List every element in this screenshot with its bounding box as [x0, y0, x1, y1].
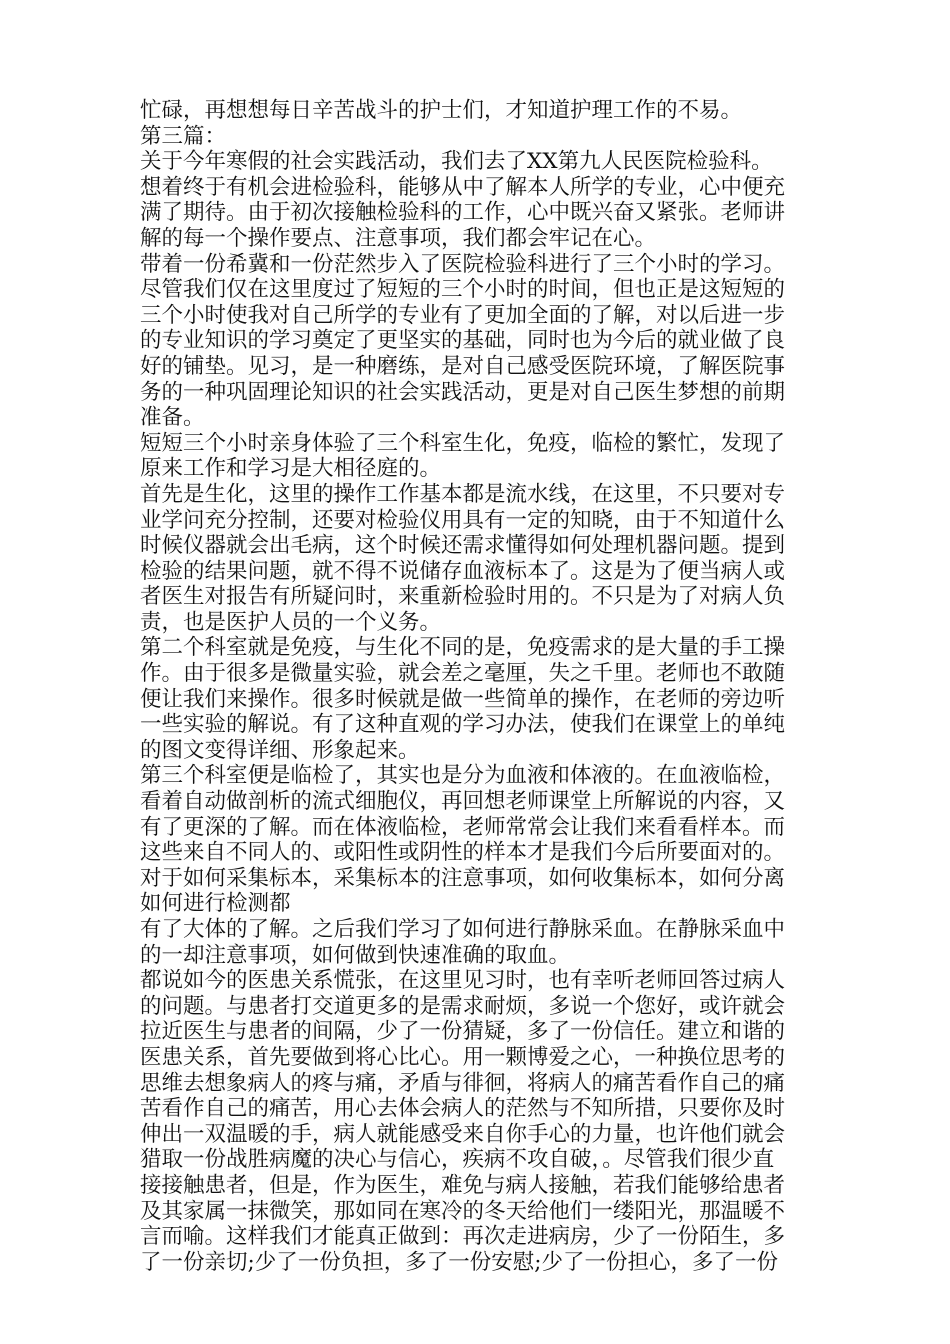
text-line: 好的铺垫。见习，是一种磨练，是对自己感受医院环境，了解医院事	[140, 353, 786, 379]
text-line: 如何进行检测都	[140, 891, 291, 917]
text-line: 短短三个小时亲身体验了三个科室生化，免疫，临检的繁忙，发现了	[140, 430, 786, 456]
text-line: 带着一份希冀和一份茫然步入了医院检验科进行了三个小时的学习。	[140, 251, 786, 277]
text-line: 首先是生化，这里的操作工作基本都是流水线，在这里，不只要对专	[140, 481, 786, 507]
text-line: 关于今年寒假的社会实践活动，我们去了XX第九人民医院检验科。	[140, 149, 773, 175]
text-line: 思维去想象病人的疼与痛，矛盾与徘徊，将病人的痛苦看作自己的痛	[140, 1070, 786, 1096]
text-line: 了一份亲切;少了一份负担，多了一份安慰;少了一份担心，多了一份	[140, 1249, 778, 1275]
text-line: 第三个科室便是临检了，其实也是分为血液和体液的。在血液临检，	[140, 763, 786, 789]
text-line: 检验的结果问题，就不得不说储存血液标本了。这是为了便当病人或	[140, 558, 786, 584]
text-line: 伸出一双温暖的手，病人就能感受来自你手心的力量，也许他们就会	[140, 1121, 786, 1147]
text-line: 对于如何采集标本，采集标本的注意事项，如何收集标本，如何分离	[140, 865, 786, 891]
text-line: 忙碌，再想想每日辛苦战斗的护士们，才知道护理工作的不易。	[140, 98, 743, 123]
text-line: 想着终于有机会进检验科，能够从中了解本人所学的专业，心中便充	[140, 174, 786, 200]
text-line: 责，也是医护人员的一个义务。	[140, 609, 442, 635]
text-line: 第二个科室就是免疫，与生化不同的是，免疫需求的是大量的手工操	[140, 635, 786, 661]
text-line: 三个小时使我对自己所学的专业有了更加全面的了解，对以后进一步	[140, 302, 786, 328]
text-line: 苦看作自己的痛苦，用心去体会病人的茫然与不知所措，只要你及时	[140, 1096, 786, 1122]
text-line: 言而喻。这样我们才能真正做到：再次走进病房，少了一份陌生，多	[140, 1224, 786, 1250]
text-line: 的图文变得详细、形象起来。	[140, 737, 420, 763]
text-line: 尽管我们仅在这里度过了短短的三个小时的时间，但也正是这短短的	[140, 277, 786, 303]
text-line: 拉近医生与患者的间隔，少了一份猜疑，多了一份信任。建立和谐的	[140, 1019, 786, 1045]
text-line: 解的每一个操作要点、注意事项，我们都会牢记在心。	[140, 225, 657, 251]
text-line: 猎取一份战胜病魔的决心与信心，疾病不攻自破，。尽管我们很少直	[140, 1147, 775, 1173]
text-line: 的问题。与患者打交道更多的是需求耐烦，多说一个您好，或许就会	[140, 993, 786, 1019]
document-body	[140, 98, 820, 1275]
text-line: 看着自动做剖析的流式细胞仪，再回想老师课堂上所解说的内容，又	[140, 789, 786, 815]
text-line: 者医生对报告有所疑问时，来重新检验时用的。不只是为了对病人负	[140, 584, 786, 610]
text-line: 第三篇：	[140, 123, 227, 149]
text-line: 满了期待。由于初次接触检验科的工作，心中既兴奋又紧张。老师讲	[140, 200, 786, 226]
text-line: 业学问充分控制，还要对检验仪用具有一定的知晓，由于不知道什么	[140, 507, 786, 533]
text-line: 原来工作和学习是大相径庭的。	[140, 456, 442, 482]
text-line: 及其家属一抹微笑，那如同在寒冷的冬天给他们一缕阳光，那温暖不	[140, 1198, 786, 1224]
text-line: 都说如今的医患关系慌张，在这里见习时，也有幸听老师回答过病人	[140, 968, 786, 994]
text-line: 这些来自不同人的、或阳性或阴性的样本才是我们今后所要面对的。	[140, 840, 786, 866]
text-line: 有了更深的了解。而在体液临检，老师常常会让我们来看看样本。而	[140, 814, 786, 840]
text-line: 的专业知识的学习奠定了更坚实的基础，同时也为今后的就业做了良	[140, 328, 786, 354]
text-line: 作。由于很多是微量实验，就会差之毫厘，失之千里。老师也不敢随	[140, 661, 786, 687]
text-line: 时候仪器就会出毛病，这个时候还需求懂得如何处理机器问题。提到	[140, 533, 786, 559]
text-line: 务的一种巩固理论知识的社会实践活动，更是对自己医生梦想的前期	[140, 379, 786, 405]
text-line: 准备。	[140, 405, 205, 431]
text-line: 一些实验的解说。有了这种直观的学习办法，使我们在课堂上的单纯	[140, 712, 786, 738]
text-line: 便让我们来操作。很多时候就是做一些简单的操作，在老师的旁边听	[140, 686, 786, 712]
text-line: 有了大体的了解。之后我们学习了如何进行静脉采血。在静脉采血中	[140, 917, 786, 942]
text-line: 的一却注意事项，如何做到快速准确的取血。	[140, 942, 571, 968]
text-line: 接接触患者，但是，作为医生，难免与病人接触，若我们能够给患者	[140, 1172, 786, 1198]
text-line: 医患关系，首先要做到将心比心。用一颗博爱之心，一种换位思考的	[140, 1044, 786, 1070]
